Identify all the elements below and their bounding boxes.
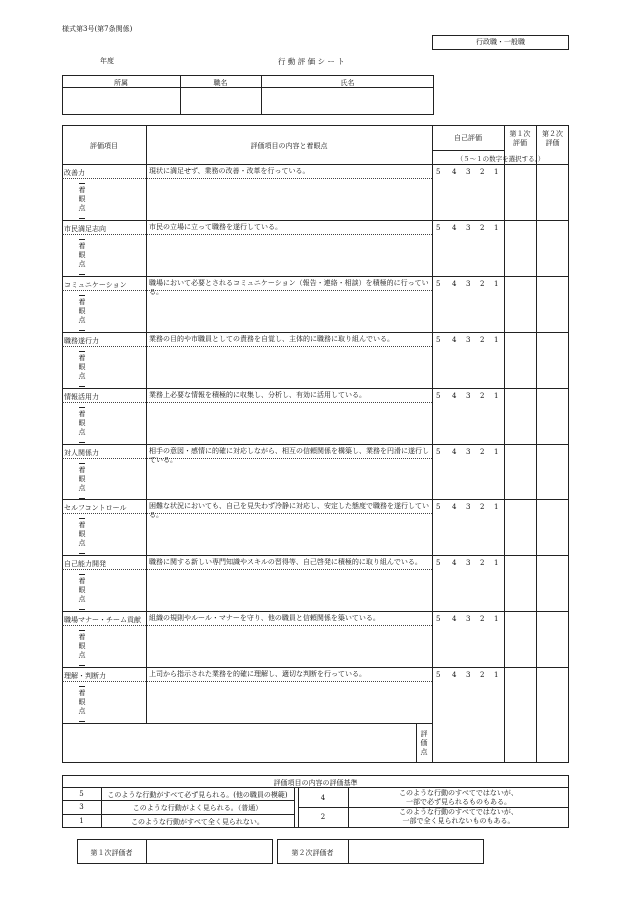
first-evaluator-field[interactable] xyxy=(147,840,272,863)
item-name: 職務遂行力 xyxy=(64,336,99,345)
item-name: セルフコントロール xyxy=(64,504,127,513)
self-score-option[interactable]: 4 xyxy=(452,503,457,512)
self-score-option[interactable]: 3 xyxy=(466,335,471,344)
self-score-option[interactable]: 1 xyxy=(494,615,499,624)
viewpoint-field[interactable] xyxy=(147,179,431,219)
self-score-option[interactable]: 1 xyxy=(494,335,499,344)
item-name: 職場マナー・チーム貢献 xyxy=(64,616,141,625)
self-score-option[interactable]: 4 xyxy=(452,223,457,232)
criteria-text: このような行動がすべて全く見られない。 xyxy=(131,818,264,826)
item-name: 理解・判断力 xyxy=(64,672,106,681)
self-score-option[interactable]: 4 xyxy=(452,615,457,624)
name-header: 氏名 xyxy=(340,79,355,87)
criteria-score: 2 xyxy=(320,813,326,821)
self-score-option[interactable]: 5 xyxy=(436,223,441,232)
viewpoint-field[interactable] xyxy=(147,626,431,666)
criteria-score: 3 xyxy=(79,803,84,811)
second-eval-field[interactable] xyxy=(537,668,568,722)
item-description: 困難な状況においても、自己を見失わず冷静に対応し、安定した態度で職務を遂行している。 xyxy=(149,502,429,520)
item-description: 組織の規則やルール・マナーを守り、他の職員と信頼関係を築いている。 xyxy=(149,614,380,623)
second-eval-field[interactable] xyxy=(537,500,568,554)
second-eval-field[interactable] xyxy=(537,333,568,387)
first-eval-field[interactable] xyxy=(505,277,535,331)
second-eval-field[interactable] xyxy=(537,445,568,499)
criteria-score: 1 xyxy=(79,817,84,825)
viewpoint-label: 着 眼 点 xyxy=(78,577,86,604)
self-score-option[interactable]: 2 xyxy=(480,503,485,512)
self-total-field[interactable] xyxy=(433,724,503,762)
viewpoint-field[interactable] xyxy=(147,403,431,443)
category-box: 行政職・一般職 xyxy=(432,35,569,50)
viewpoint-field[interactable] xyxy=(147,291,431,331)
first-total-field[interactable] xyxy=(505,724,535,762)
self-score-option[interactable]: 3 xyxy=(466,223,471,232)
self-score-option[interactable]: 1 xyxy=(494,503,499,512)
first-eval-field[interactable] xyxy=(505,333,535,387)
viewpoint-field[interactable] xyxy=(147,570,431,610)
self-score-option[interactable]: 1 xyxy=(494,168,499,176)
self-score-option[interactable]: 5 xyxy=(436,447,441,456)
viewpoint-field[interactable] xyxy=(147,682,431,722)
second-evaluator-field[interactable] xyxy=(349,840,483,863)
criteria-text: このような行動のすべてではないが、 一部で必ず見られるものもある。 xyxy=(399,789,518,806)
viewpoint-field[interactable] xyxy=(147,235,431,275)
self-score-option[interactable]: 2 xyxy=(480,223,485,232)
self-score-option[interactable]: 3 xyxy=(466,168,471,176)
viewpoint-label: 着 眼 点 xyxy=(78,409,86,436)
self-score-option[interactable]: 1 xyxy=(494,671,499,680)
item-name: 対人関係力 xyxy=(64,448,99,457)
first-eval-field[interactable] xyxy=(505,668,535,722)
self-score-option[interactable]: 5 xyxy=(436,503,441,512)
first-evaluator-label: 第１次評価者 xyxy=(90,849,133,857)
self-score-option[interactable]: 2 xyxy=(480,559,485,568)
self-score-option[interactable]: 5 xyxy=(436,168,441,176)
item-name: 市民満足志向 xyxy=(64,224,106,233)
self-score-option[interactable]: 4 xyxy=(452,447,457,456)
item-name: 自己能力開発 xyxy=(64,560,106,569)
self-score-option[interactable]: 4 xyxy=(452,335,457,344)
self-score-option[interactable]: 5 xyxy=(436,335,441,344)
year-label[interactable]: 年度 xyxy=(100,57,114,65)
self-score-option[interactable]: 2 xyxy=(480,168,485,176)
first-eval-field[interactable] xyxy=(505,612,535,666)
item-name: コミュニケーション xyxy=(64,280,127,289)
viewpoint-label: 着 眼 点 xyxy=(78,633,86,660)
viewpoint-label: 着 眼 点 xyxy=(78,521,86,548)
self-score-option[interactable]: 5 xyxy=(436,615,441,624)
self-score-option[interactable]: 2 xyxy=(480,615,485,624)
second-eval-field[interactable] xyxy=(537,221,568,275)
self-score-option[interactable]: 1 xyxy=(494,223,499,232)
viewpoint-label: 着 眼 点 xyxy=(78,297,86,324)
form-id: 様式第3号(第7条関係) xyxy=(62,25,133,33)
viewpoint-label: 着 眼 点 xyxy=(78,465,86,492)
self-score-option[interactable]: 2 xyxy=(480,391,485,400)
self-score-option[interactable]: 4 xyxy=(452,391,457,400)
item-header: 評価項目 xyxy=(90,142,118,150)
viewpoint-field[interactable] xyxy=(147,459,431,499)
position-field[interactable] xyxy=(181,88,260,114)
self-score-option[interactable]: 3 xyxy=(466,503,471,512)
score-label: 評 価 点 xyxy=(420,730,428,756)
self-score-option[interactable]: 2 xyxy=(480,447,485,456)
self-score-option[interactable]: 1 xyxy=(494,447,499,456)
second-evaluator-label: 第２次評価者 xyxy=(291,849,334,857)
first-eval-field[interactable] xyxy=(505,500,535,554)
content-header: 評価項目の内容と着眼点 xyxy=(250,142,328,150)
self-score-option[interactable]: 4 xyxy=(452,168,457,176)
second-total-field[interactable] xyxy=(537,724,568,762)
criteria-score: 4 xyxy=(320,794,326,802)
item-description: 上司から指示された業務を的確に理解し、適切な判断を行っている。 xyxy=(149,670,366,679)
first-eval-field[interactable] xyxy=(505,445,535,499)
item-description: 業務の目的や市職員としての責務を自覚し、主体的に職務に取り組んでいる。 xyxy=(149,334,394,343)
item-description: 現状に満足せず、業務の改善・改革を行っている。 xyxy=(149,167,310,175)
self-score-option[interactable]: 3 xyxy=(466,447,471,456)
viewpoint-field[interactable] xyxy=(147,514,431,554)
first-eval-field[interactable] xyxy=(505,389,535,443)
first-eval-field[interactable] xyxy=(505,556,535,610)
affiliation-header: 所属 xyxy=(114,79,128,87)
self-score-option[interactable]: 2 xyxy=(480,671,485,680)
criteria-text: このような行動がすべて必ず見られる。(他の職員の模範) xyxy=(107,791,288,799)
self-score-option[interactable]: 3 xyxy=(466,279,471,288)
item-name: 改善力 xyxy=(64,169,85,177)
position-header: 職名 xyxy=(213,79,228,87)
self-score-option[interactable]: 2 xyxy=(480,335,485,344)
viewpoint-label: 着 眼 点 xyxy=(78,689,86,716)
self-score-option[interactable]: 5 xyxy=(436,671,441,680)
item-name: 情報活用力 xyxy=(64,392,99,401)
name-field[interactable] xyxy=(262,88,433,114)
self-score-option[interactable]: 5 xyxy=(436,391,441,400)
second-eval-field[interactable] xyxy=(537,389,568,443)
second-eval-field[interactable] xyxy=(537,277,568,331)
self-score-option[interactable]: 5 xyxy=(436,279,441,288)
item-description: 職務に関する新しい専門知識やスキルの習得等、自己啓発に積極的に取り組んでいる。 xyxy=(149,558,422,567)
item-description: 職場において必要とされるコミュニケーション（報告・連絡・相談）を積極的に行っている。 xyxy=(149,278,429,296)
second-eval-field[interactable] xyxy=(537,612,568,666)
viewpoint-field[interactable] xyxy=(147,347,431,387)
first-eval-header: 第１次 評価 xyxy=(509,130,531,147)
viewpoint-label: 着 眼 点 xyxy=(78,353,86,380)
self-score-option[interactable]: 5 xyxy=(436,559,441,568)
item-description: 業務上必要な情報を積極的に収集し、分析し、有効に活用している。 xyxy=(149,390,366,399)
self-score-option[interactable]: 4 xyxy=(452,559,457,568)
viewpoint-label: 着 眼 点 xyxy=(78,241,86,268)
sheet-title: 行 動 評 価 シ ー ト xyxy=(278,57,345,66)
self-score-option[interactable]: 2 xyxy=(480,279,485,288)
viewpoint-label: 着 眼 点 xyxy=(78,186,86,212)
item-description: 相手の意図・感情に的確に対応しながら、相互の信頼関係を構築し、業務を円滑に遂行している。 xyxy=(149,446,429,464)
self-score-option[interactable]: 4 xyxy=(452,671,457,680)
self-score-option[interactable]: 3 xyxy=(466,559,471,568)
scale-note: （５～１の数字を選択する。） xyxy=(456,155,545,163)
second-eval-field[interactable] xyxy=(537,556,568,610)
criteria-text: このような行動のすべてではないが、 一部で全く見られないものもある。 xyxy=(399,808,518,825)
self-score-option[interactable]: 3 xyxy=(466,615,471,624)
item-description: 市民の立場に立って職務を遂行している。 xyxy=(149,222,282,231)
criteria-score: 5 xyxy=(79,790,84,798)
self-score-option[interactable]: 3 xyxy=(466,391,471,400)
self-score-option[interactable]: 4 xyxy=(452,279,457,288)
first-eval-field[interactable] xyxy=(505,221,535,275)
criteria-title: 評価項目の内容の評価基準 xyxy=(273,779,358,787)
self-eval-header: 自己評価 xyxy=(454,134,482,142)
self-score-option[interactable]: 3 xyxy=(466,671,471,680)
second-eval-header: 第２次 評価 xyxy=(542,130,563,147)
self-score-option[interactable]: 1 xyxy=(494,559,499,568)
self-score-option[interactable]: 1 xyxy=(494,391,499,400)
affiliation-field[interactable] xyxy=(63,88,179,114)
first-eval-field[interactable] xyxy=(505,165,535,219)
second-eval-field[interactable] xyxy=(537,165,568,219)
self-score-option[interactable]: 1 xyxy=(494,279,499,288)
criteria-text: このような行動がよく見られる。（普通） xyxy=(132,804,263,812)
